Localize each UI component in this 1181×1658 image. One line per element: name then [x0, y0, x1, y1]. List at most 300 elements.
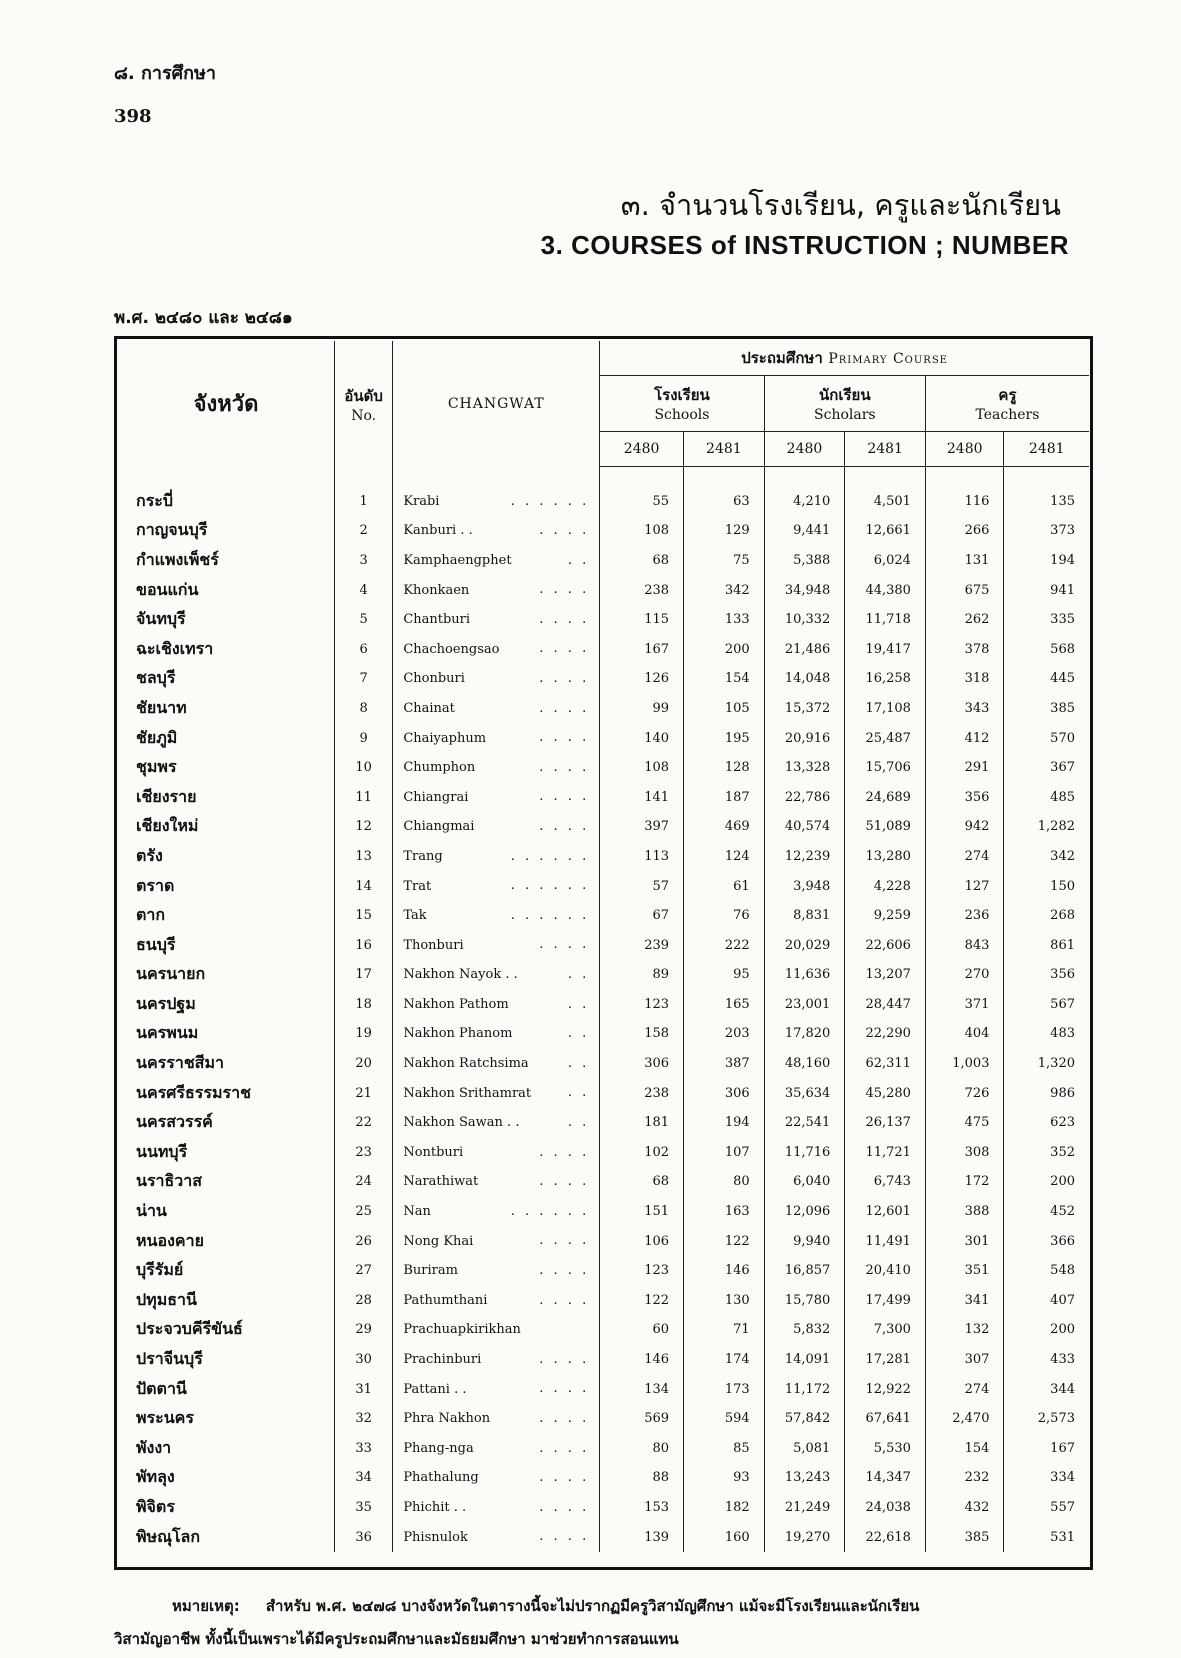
row-scholars-2480: 9,441: [764, 516, 845, 546]
row-scholars-2481: 15,706: [845, 753, 926, 783]
row-teachers-2481: 1,320: [1037, 1056, 1075, 1072]
leader-dots: . . . .: [539, 1262, 590, 1278]
row-teachers-2480: 356: [925, 782, 1004, 812]
leader-dots: . . . .: [539, 611, 590, 627]
row-schools-2480: 126: [600, 664, 684, 694]
years-label: พ.ศ. ๒๔๘๐ และ ๒๔๘๑: [114, 308, 293, 328]
row-schools-2481: 594: [684, 1404, 765, 1434]
table-row: [118, 487, 1089, 517]
row-teachers-2480: 404: [925, 1019, 1004, 1049]
row-teachers-2480: 274: [925, 1374, 1004, 1404]
changwat-name: Narathiwat: [403, 1174, 479, 1190]
row-schools-2481: 128: [684, 753, 765, 783]
leader-dots: . .: [567, 552, 590, 568]
row-scholars-2481: 4,501: [845, 487, 926, 517]
leader-dots: . . . .: [539, 582, 590, 598]
row-province-thai: ตรัง: [118, 842, 334, 872]
row-schools-2480: 141: [600, 782, 684, 812]
row-scholars-2481: 12,922: [845, 1374, 926, 1404]
row-province-thai: ประจวบคีรีขันธ์: [118, 1315, 334, 1345]
header-no: [334, 341, 392, 466]
row-schools-2480: 239: [600, 930, 684, 960]
row-teachers-2480: 266: [925, 516, 1004, 546]
row-teachers-2481: 200: [1050, 1174, 1075, 1190]
row-scholars-2481: 6,743: [845, 1167, 926, 1197]
row-schools-2480: 122: [600, 1286, 684, 1316]
row-changwat: [393, 516, 600, 546]
row-scholars-2480: 48,160: [764, 1049, 845, 1079]
row-scholars-2481: 11,718: [845, 605, 926, 635]
row-teachers-2481: 531: [1050, 1529, 1075, 1545]
table-row: [118, 1019, 1089, 1049]
row-schools-2480: 108: [600, 516, 684, 546]
row-teachers-2481: 335: [1050, 612, 1075, 628]
row-changwat: [393, 1197, 600, 1227]
row-number: 12: [334, 812, 392, 842]
row-teachers-2481: 367: [1050, 760, 1075, 776]
row-schools-2481: 63: [684, 487, 765, 517]
row-province-thai: นครราชสีมา: [118, 1049, 334, 1079]
changwat-name: Nakhon Sawan . .: [403, 1115, 520, 1131]
row-teachers-2480: 291: [925, 753, 1004, 783]
header-schools-thai: โรงเรียน: [654, 386, 710, 404]
row-teachers-2480: 307: [925, 1345, 1004, 1375]
row-scholars-2481: 44,380: [845, 575, 926, 605]
row-teachers-2481: 568: [1050, 641, 1075, 657]
row-schools-2481: 163: [684, 1197, 765, 1227]
row-scholars-2480: 11,636: [764, 960, 845, 990]
row-changwat: [393, 605, 600, 635]
row-scholars-2480: 22,541: [764, 1108, 845, 1138]
title-english: 3. COURSES of INSTRUCTION ; NUMBER: [540, 230, 1069, 260]
row-province-thai: พัทลุง: [118, 1463, 334, 1493]
changwat-name: Chainat: [403, 700, 455, 716]
changwat-name: Prachinburi: [403, 1352, 482, 1368]
table-row: [118, 694, 1089, 724]
leader-dots: . . . .: [539, 523, 590, 539]
row-changwat: [393, 664, 600, 694]
row-province-thai: กระบี่: [118, 487, 334, 517]
changwat-name: Khonkaen: [403, 582, 470, 598]
row-changwat: [393, 901, 600, 931]
row-schools-2480: 139: [600, 1522, 684, 1552]
row-changwat: [393, 1404, 600, 1434]
leader-dots: . . . . . .: [510, 907, 590, 923]
row-scholars-2480: 15,780: [764, 1286, 845, 1316]
table-row: [118, 1108, 1089, 1138]
row-changwat: [393, 694, 600, 724]
row-schools-2481: 306: [684, 1078, 765, 1108]
row-schools-2481: 200: [684, 634, 765, 664]
leader-dots: . . . .: [539, 641, 590, 657]
row-teachers-2481: 344: [1050, 1381, 1075, 1397]
row-schools-2480: 397: [600, 812, 684, 842]
row-teachers-2480: 942: [925, 812, 1004, 842]
row-number: 24: [334, 1167, 392, 1197]
row-schools-2481: 130: [684, 1286, 765, 1316]
row-teachers-2481: 342: [1050, 848, 1075, 864]
row-teachers-2480: 127: [925, 871, 1004, 901]
row-scholars-2480: 21,486: [764, 634, 845, 664]
table-row: [118, 812, 1089, 842]
row-teachers-2480: 262: [925, 605, 1004, 635]
changwat-name: Prachuapkirikhan: [403, 1322, 521, 1338]
row-teachers-2481: 485: [1050, 789, 1075, 805]
row-province-thai: ตาก: [118, 901, 334, 931]
row-scholars-2481: 12,661: [845, 516, 926, 546]
year-header: 2481: [845, 431, 926, 466]
row-scholars-2480: 16,857: [764, 1256, 845, 1286]
row-teachers-2481: 194: [1050, 552, 1075, 568]
leader-dots: . . . .: [539, 700, 590, 716]
row-scholars-2480: 12,239: [764, 842, 845, 872]
row-teachers-2480: 1,003: [925, 1049, 1004, 1079]
row-number: 36: [334, 1522, 392, 1552]
row-teachers-2480: 2,470: [925, 1404, 1004, 1434]
header-primary-course: [600, 341, 1089, 375]
year-header: 2481: [684, 431, 765, 466]
row-schools-2480: 306: [600, 1049, 684, 1079]
row-schools-2481: 75: [684, 546, 765, 576]
data-table: [118, 341, 1089, 1552]
row-teachers-2480: 116: [925, 487, 1004, 517]
title-thai: ๓. จำนวนโรงเรียน, ครูและนักเรียน: [620, 188, 1061, 222]
row-teachers-2481: 452: [1050, 1204, 1075, 1220]
row-schools-2481: 203: [684, 1019, 765, 1049]
row-teachers-2481: 570: [1050, 730, 1075, 746]
changwat-name: Nakhon Phanom: [403, 1026, 513, 1042]
row-scholars-2480: 34,948: [764, 575, 845, 605]
row-teachers-2481: 433: [1050, 1352, 1075, 1368]
row-teachers-2481: 167: [1050, 1440, 1075, 1456]
row-teachers-2481: 200: [1050, 1322, 1075, 1338]
changwat-name: Nakhon Pathom: [403, 996, 509, 1012]
row-schools-2481: 105: [684, 694, 765, 724]
row-schools-2480: 68: [600, 1167, 684, 1197]
row-scholars-2481: 25,487: [845, 723, 926, 753]
row-teachers-2481: 150: [1050, 878, 1075, 894]
changwat-name: Buriram: [403, 1263, 458, 1279]
row-province-thai: จันทบุรี: [118, 605, 334, 635]
changwat-name: Chachoengsao: [403, 641, 500, 657]
row-teachers-2481: 356: [1050, 967, 1075, 983]
row-province-thai: หนองคาย: [118, 1226, 334, 1256]
row-scholars-2481: 24,038: [845, 1493, 926, 1523]
leader-dots: . .: [567, 996, 590, 1012]
table-row: [118, 634, 1089, 664]
table-row: [118, 1197, 1089, 1227]
row-schools-2480: 181: [600, 1108, 684, 1138]
changwat-name: Tak: [403, 908, 427, 924]
changwat-name: Pathumthani: [403, 1292, 488, 1308]
row-changwat: [393, 1434, 600, 1464]
row-changwat: [393, 1374, 600, 1404]
table-row: [118, 901, 1089, 931]
row-scholars-2480: 23,001: [764, 990, 845, 1020]
row-scholars-2481: 24,689: [845, 782, 926, 812]
row-number: 27: [334, 1256, 392, 1286]
row-number: 16: [334, 930, 392, 960]
row-teachers-2481: 986: [1050, 1085, 1075, 1101]
row-schools-2480: 99: [600, 694, 684, 724]
table-row: [118, 871, 1089, 901]
leader-dots: . .: [567, 1026, 590, 1042]
header-province-thai: จังหวัด: [118, 341, 334, 466]
row-scholars-2480: 3,948: [764, 871, 845, 901]
row-scholars-2481: 28,447: [845, 990, 926, 1020]
row-number: 26: [334, 1226, 392, 1256]
row-schools-2481: 133: [684, 605, 765, 635]
table-row: [118, 664, 1089, 694]
row-schools-2481: 124: [684, 842, 765, 872]
changwat-name: Krabi: [403, 493, 440, 509]
changwat-name: Chiangrai: [403, 789, 469, 805]
row-teachers-2480: 432: [925, 1493, 1004, 1523]
row-scholars-2480: 13,328: [764, 753, 845, 783]
row-schools-2480: 67: [600, 901, 684, 931]
row-number: 4: [334, 575, 392, 605]
row-changwat: [393, 1493, 600, 1523]
row-changwat: [393, 1049, 600, 1079]
row-schools-2480: 55: [600, 487, 684, 517]
leader-dots: . . . .: [539, 789, 590, 805]
row-province-thai: ขอนแก่น: [118, 575, 334, 605]
leader-dots: . . . .: [539, 730, 590, 746]
row-province-thai: เชียงใหม่: [118, 812, 334, 842]
changwat-name: Chonburi: [403, 671, 465, 687]
changwat-name: Chaiyaphum: [403, 730, 487, 746]
row-scholars-2481: 22,618: [845, 1522, 926, 1552]
row-scholars-2481: 62,311: [845, 1049, 926, 1079]
row-changwat: [393, 812, 600, 842]
changwat-name: Nakhon Nayok . .: [403, 967, 518, 983]
row-changwat: [393, 990, 600, 1020]
row-number: 3: [334, 546, 392, 576]
year-header: 2480: [925, 431, 1004, 466]
row-schools-2480: 115: [600, 605, 684, 635]
leader-dots: . . . .: [539, 1381, 590, 1397]
row-number: 31: [334, 1374, 392, 1404]
row-teachers-2480: 343: [925, 694, 1004, 724]
row-teachers-2480: 378: [925, 634, 1004, 664]
row-scholars-2481: 20,410: [845, 1256, 926, 1286]
row-province-thai: ชุมพร: [118, 753, 334, 783]
row-scholars-2480: 20,916: [764, 723, 845, 753]
row-scholars-2481: 9,259: [845, 901, 926, 931]
row-number: 34: [334, 1463, 392, 1493]
row-schools-2481: 194: [684, 1108, 765, 1138]
table-row: [118, 753, 1089, 783]
changwat-name: Kanburi . .: [403, 523, 473, 539]
table-row: [118, 1493, 1089, 1523]
leader-dots: . . . .: [539, 1440, 590, 1456]
row-schools-2481: 195: [684, 723, 765, 753]
header-scholars-thai: นักเรียน: [819, 386, 871, 404]
row-scholars-2480: 57,842: [764, 1404, 845, 1434]
row-schools-2480: 123: [600, 1256, 684, 1286]
row-scholars-2480: 14,048: [764, 664, 845, 694]
row-schools-2481: 80: [684, 1167, 765, 1197]
footnote-text-1: สำหรับ พ.ศ. ๒๔๗๘ บางจังหวัดในตารางนี้จะไม่ปรากฏมีครูวิสามัญศึกษา แม้จะมีโรงเรียนและนักเรียน: [265, 1597, 920, 1615]
table-row: [118, 782, 1089, 812]
row-number: 29: [334, 1315, 392, 1345]
row-schools-2480: 68: [600, 546, 684, 576]
row-scholars-2481: 17,108: [845, 694, 926, 724]
leader-dots: . . . .: [539, 1499, 590, 1515]
row-province-thai: พิจิตร: [118, 1493, 334, 1523]
row-scholars-2481: 45,280: [845, 1078, 926, 1108]
row-number: 7: [334, 664, 392, 694]
row-schools-2481: 182: [684, 1493, 765, 1523]
row-scholars-2481: 19,417: [845, 634, 926, 664]
changwat-name: Nong Khai: [403, 1233, 474, 1249]
row-changwat: [393, 960, 600, 990]
row-scholars-2480: 8,831: [764, 901, 845, 931]
row-schools-2480: 134: [600, 1374, 684, 1404]
row-schools-2480: 238: [600, 1078, 684, 1108]
table-row: [118, 575, 1089, 605]
row-province-thai: นครปฐม: [118, 990, 334, 1020]
row-number: 23: [334, 1138, 392, 1168]
row-changwat: [393, 1286, 600, 1316]
row-scholars-2480: 40,574: [764, 812, 845, 842]
row-teachers-2481: 135: [1050, 493, 1075, 509]
row-number: 17: [334, 960, 392, 990]
row-scholars-2481: 6,024: [845, 546, 926, 576]
row-scholars-2480: 14,091: [764, 1345, 845, 1375]
row-province-thai: ตราด: [118, 871, 334, 901]
row-province-thai: นครสวรรค์: [118, 1108, 334, 1138]
leader-dots: . .: [567, 1085, 590, 1101]
row-province-thai: กำแพงเพ็ชร์: [118, 546, 334, 576]
row-schools-2480: 113: [600, 842, 684, 872]
table-row: [118, 546, 1089, 576]
header-teachers-en: Teachers: [975, 407, 1040, 423]
row-schools-2480: 569: [600, 1404, 684, 1434]
row-changwat: [393, 1345, 600, 1375]
row-schools-2481: 95: [684, 960, 765, 990]
changwat-name: Phichit . .: [403, 1499, 467, 1515]
row-teachers-2481: 941: [1050, 582, 1075, 598]
leader-dots: . . . .: [539, 1351, 590, 1367]
row-schools-2481: 71: [684, 1315, 765, 1345]
row-teachers-2480: 132: [925, 1315, 1004, 1345]
changwat-name: Chiangmai: [403, 819, 475, 835]
row-teachers-2481: 861: [1050, 937, 1075, 953]
table-row: [118, 1078, 1089, 1108]
row-scholars-2481: 4,228: [845, 871, 926, 901]
table-row: [118, 1345, 1089, 1375]
section-heading: ๘. การศึกษา: [114, 63, 216, 84]
row-changwat: [393, 1138, 600, 1168]
row-scholars-2481: 51,089: [845, 812, 926, 842]
table-row: [118, 1138, 1089, 1168]
header-schools: [600, 375, 764, 431]
changwat-name: Phisnulok: [403, 1529, 468, 1545]
row-changwat: [393, 1226, 600, 1256]
row-schools-2480: 89: [600, 960, 684, 990]
row-teachers-2481: 2,573: [1037, 1411, 1075, 1427]
row-province-thai: ปัตตานี: [118, 1374, 334, 1404]
row-scholars-2481: 11,721: [845, 1138, 926, 1168]
row-teachers-2481: 623: [1050, 1115, 1075, 1131]
row-province-thai: ชลบุรี: [118, 664, 334, 694]
table-row: [118, 1463, 1089, 1493]
row-changwat: [393, 1108, 600, 1138]
row-schools-2480: 106: [600, 1226, 684, 1256]
row-province-thai: ธนบุรี: [118, 930, 334, 960]
table-row: [118, 516, 1089, 546]
row-scholars-2481: 17,281: [845, 1345, 926, 1375]
row-teachers-2481: 407: [1050, 1292, 1075, 1308]
row-teachers-2481: 366: [1050, 1233, 1075, 1249]
row-teachers-2480: 270: [925, 960, 1004, 990]
row-scholars-2481: 7,300: [845, 1315, 926, 1345]
row-scholars-2481: 17,499: [845, 1286, 926, 1316]
row-scholars-2481: 13,207: [845, 960, 926, 990]
row-scholars-2481: 26,137: [845, 1108, 926, 1138]
row-schools-2480: 102: [600, 1138, 684, 1168]
row-teachers-2481: 445: [1050, 671, 1075, 687]
table-row: [118, 960, 1089, 990]
table-row: [118, 990, 1089, 1020]
row-schools-2480: 57: [600, 871, 684, 901]
row-scholars-2481: 22,290: [845, 1019, 926, 1049]
row-scholars-2480: 5,081: [764, 1434, 845, 1464]
table-row: [118, 1256, 1089, 1286]
table-row: [118, 605, 1089, 635]
header-scholars-en: Scholars: [814, 407, 876, 423]
row-scholars-2480: 12,096: [764, 1197, 845, 1227]
row-schools-2480: 88: [600, 1463, 684, 1493]
header-teachers: [925, 375, 1089, 431]
row-schools-2481: 76: [684, 901, 765, 931]
row-schools-2480: 151: [600, 1197, 684, 1227]
page-number: 398: [114, 106, 152, 127]
row-schools-2481: 122: [684, 1226, 765, 1256]
row-number: 8: [334, 694, 392, 724]
changwat-name: Nakhon Ratchsima: [403, 1056, 529, 1072]
row-teachers-2481: 557: [1050, 1499, 1075, 1515]
table-row: [118, 723, 1089, 753]
row-scholars-2481: 67,641: [845, 1404, 926, 1434]
row-number: 32: [334, 1404, 392, 1434]
row-changwat: [393, 1463, 600, 1493]
row-schools-2481: 107: [684, 1138, 765, 1168]
row-number: 9: [334, 723, 392, 753]
row-number: 13: [334, 842, 392, 872]
row-scholars-2480: 20,029: [764, 930, 845, 960]
header-changwat: CHANGWAT: [393, 341, 600, 466]
footnote-line-1: [172, 1594, 919, 1618]
row-province-thai: บุรีรัมย์: [118, 1256, 334, 1286]
row-schools-2480: 140: [600, 723, 684, 753]
row-schools-2481: 129: [684, 516, 765, 546]
leader-dots: . . . .: [539, 1233, 590, 1249]
row-province-thai: ชัยภูมิ: [118, 723, 334, 753]
leader-dots: . . . .: [539, 1470, 590, 1486]
leader-dots: . . . . . .: [510, 493, 590, 509]
row-province-thai: ปทุมธานี: [118, 1286, 334, 1316]
row-schools-2481: 85: [684, 1434, 765, 1464]
row-teachers-2480: 308: [925, 1138, 1004, 1168]
row-changwat: [393, 1522, 600, 1552]
footnote-line-2: วิสามัญอาชีพ ทั้งนี้เป็นเพราะได้มีครูประถมศึกษาและมัธยมศึกษา มาช่วยทำการสอนแทน: [114, 1630, 679, 1648]
row-scholars-2480: 13,243: [764, 1463, 845, 1493]
row-teachers-2480: 675: [925, 575, 1004, 605]
row-schools-2480: 60: [600, 1315, 684, 1345]
row-number: 25: [334, 1197, 392, 1227]
